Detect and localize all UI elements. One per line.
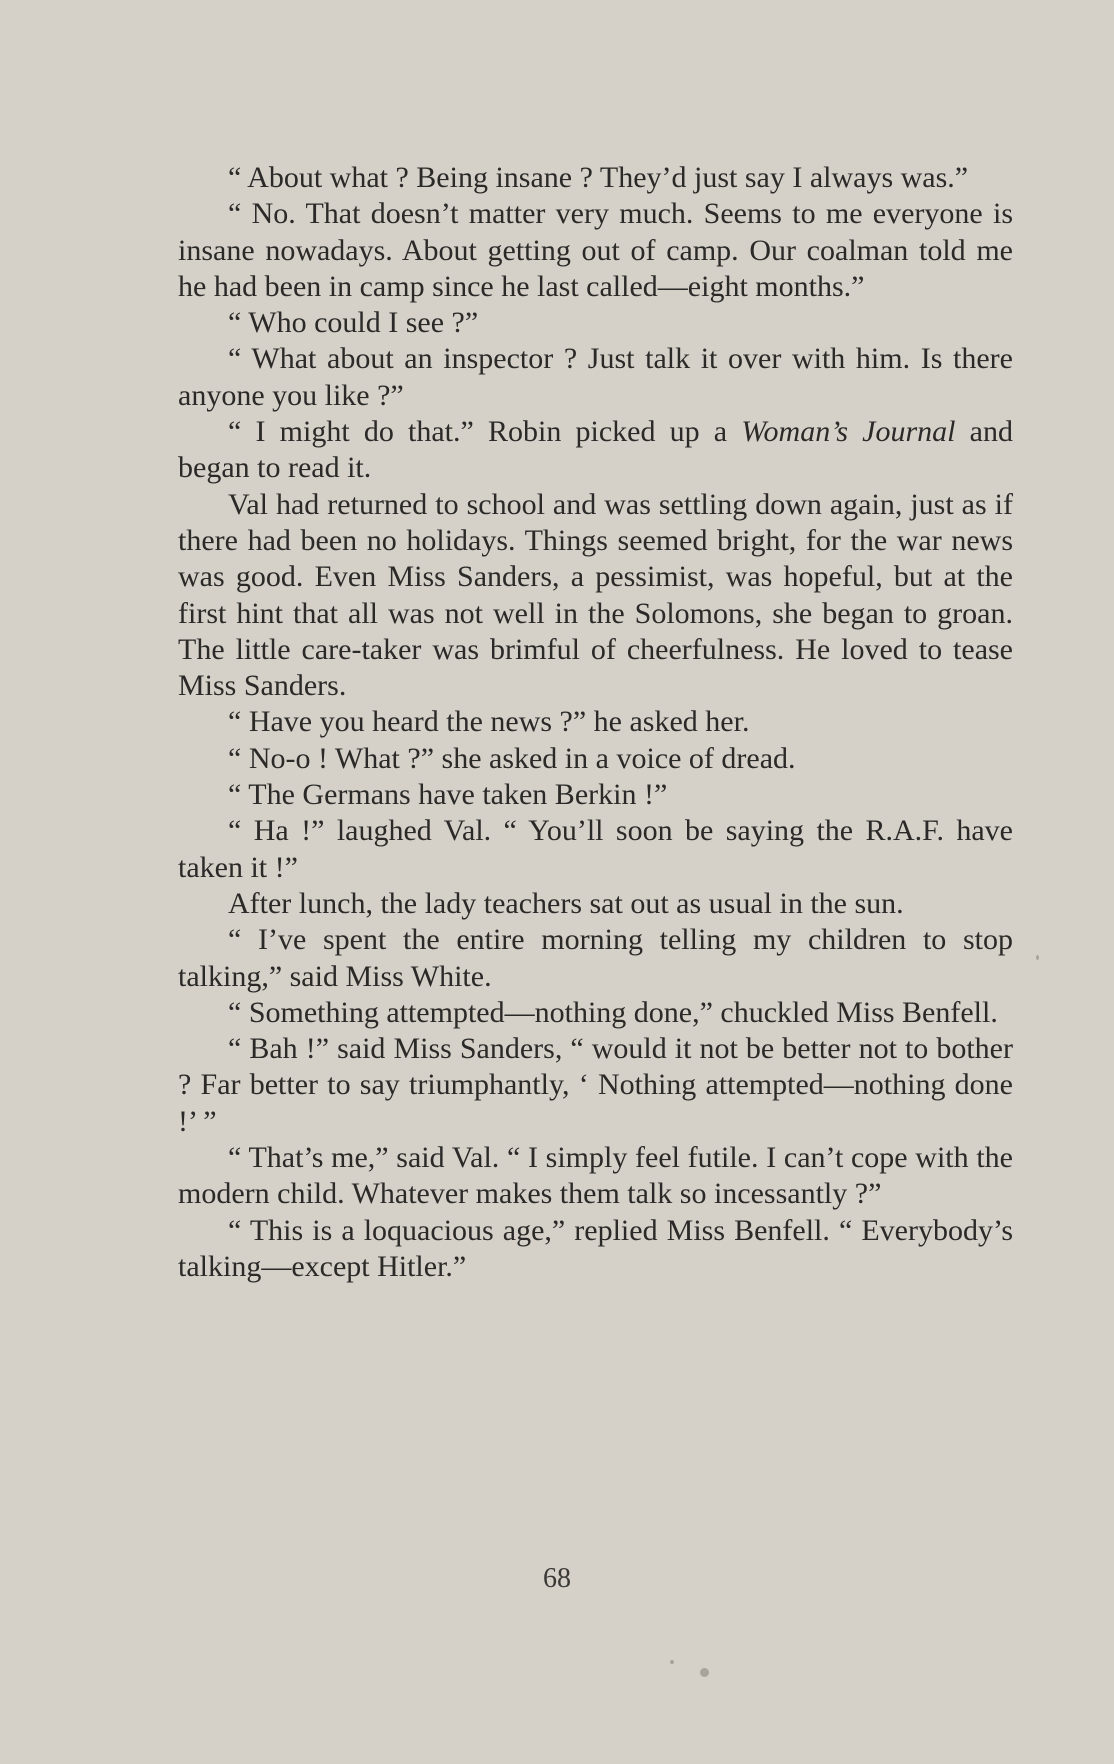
paragraph: “ What about an inspector ? Just talk it over with him. Is there anyone you like ?” bbox=[178, 342, 1013, 412]
paragraph: “ The Germans have taken Berkin !” bbox=[228, 778, 668, 812]
paragraph bbox=[178, 414, 1013, 487]
paragraph: “ This is a loquacious age,” replied Miss Benfell. “ Everybody’s talking—except Hitler.” bbox=[178, 1213, 1013, 1283]
paper-speck bbox=[1036, 955, 1039, 960]
paragraph: “ About what ? Being insane ? They’d just say I always was.” bbox=[228, 161, 969, 194]
paragraph-segment: “ I might do that.” Robin picked up a bbox=[228, 415, 742, 449]
paragraph: “ Bah !” said Miss Sanders, “ would it not be better not to bother ? Far better to say triumphantly, ‘ Nothing attempted—nothing done !’ ” bbox=[178, 1032, 1013, 1138]
paragraph: After lunch, the lady teachers sat out as usual in the sun. bbox=[228, 886, 904, 920]
paragraph: “ Something attempted—nothing done,” chuckled Miss Benfell. bbox=[228, 995, 998, 1029]
paragraph-segment: and began to read it. bbox=[178, 415, 1013, 485]
page-number: 68 bbox=[543, 1563, 571, 1594]
paragraph: “ No-o ! What ?” she asked in a voice of dread. bbox=[228, 741, 796, 775]
paragraph: “ That’s me,” said Val. “ I simply feel futile. I can’t cope with the modern child. Whatever makes them talk so incessantly ?” bbox=[178, 1141, 1013, 1211]
paragraph: Val had returned to school and was settling down again, just as if there had been no holidays. Things seemed bright, for the war news was good. Even Miss Sanders, a pessimist, was hopeful, but at the first hint that all was not well in the Solomons, she began to groan. The little care-taker was brimful of cheerfulness. He loved to tease Miss Sanders. bbox=[178, 487, 1013, 703]
paragraph: “ No. That doesn’t matter very much. Seems to me everyone is insane nowadays. About getting out of camp. Our coalman told me he had been in camp since he last called—eight months.” bbox=[178, 197, 1013, 303]
paragraph: “ I’ve spent the entire morning telling my children to stop talking,” said Miss White. bbox=[178, 923, 1013, 993]
italic-title: Woman’s Journal bbox=[741, 415, 956, 449]
paper-speck bbox=[700, 1668, 709, 1677]
body-text bbox=[178, 160, 1013, 1285]
paragraph: “ Ha !” laughed Val. “ You’ll soon be saying the R.A.F. have taken it !” bbox=[178, 814, 1013, 884]
paper-speck bbox=[670, 1660, 674, 1664]
paragraph: “ Have you heard the news ?” he asked her. bbox=[228, 705, 750, 739]
paragraph: “ Who could I see ?” bbox=[228, 306, 479, 340]
